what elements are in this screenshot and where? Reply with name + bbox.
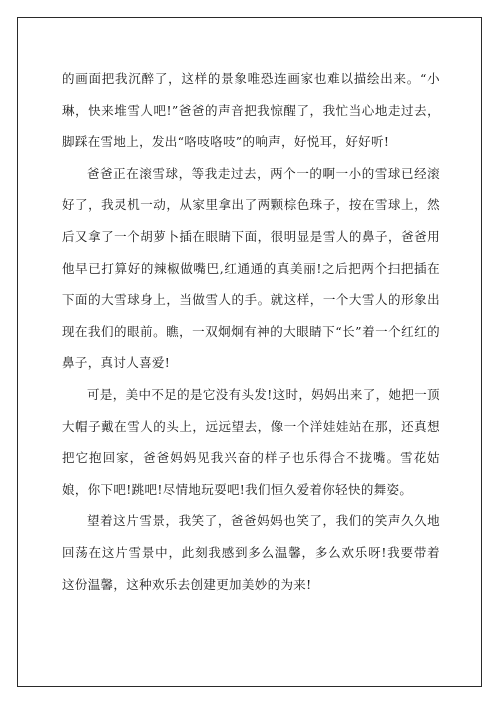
paragraph-2: 爸爸正在滚雪球，等我走过去，两个一的啊一小的雪球已经滚好了，我灵机一动，从家里拿出了两颗棕色珠子，按在雪球上，然后又拿了一个胡萝卜插在眼睛下面，很明显是雪人的鼻子，爸爸用他早已打算好的辣椒做嘴巴,红通通的真美丽!之后把两个扫把插在下面的大雪球身上，当做雪人的手。就这样，一个大雪人的形象出现在我们的眼前。瞧，一双炯炯有神的大眼睛下“长”着一个红红的鼻子，真讨人喜爱!: [62, 165, 440, 371]
document-body: [62, 63, 440, 600]
paragraph-3: 可是，美中不足的是它没有头发!这时，妈妈出来了，她把一顶大帽子戴在雪人的头上，远远望去，像一个洋娃娃站在那，还真想把它抱回家，爸爸妈妈见我兴奋的样子也乐得合不拢嘴。雪花姑娘，你下吧!跳吧!尽情地玩耍吧!我们恒久爱着你轻快的舞姿。: [62, 386, 440, 497]
paragraph-4: 望着这片雪景，我笑了，爸爸妈妈也笑了，我们的笑声久久地回荡在这片雪景中，此刻我感到多么温馨，多么欢乐呀!我要带着这份温馨，这种欢乐去创建更加美妙的为来!: [62, 513, 440, 592]
paragraph-1: 的画面把我沉醉了，这样的景象唯恐连画家也难以描绘出来。“小琳，快来堆雪人吧!”爸爸的声音把我惊醒了，我忙当心地走过去，脚踩在雪地上，发出“咯吱咯吱”的响声，好悦耳，好好听!: [62, 71, 440, 150]
